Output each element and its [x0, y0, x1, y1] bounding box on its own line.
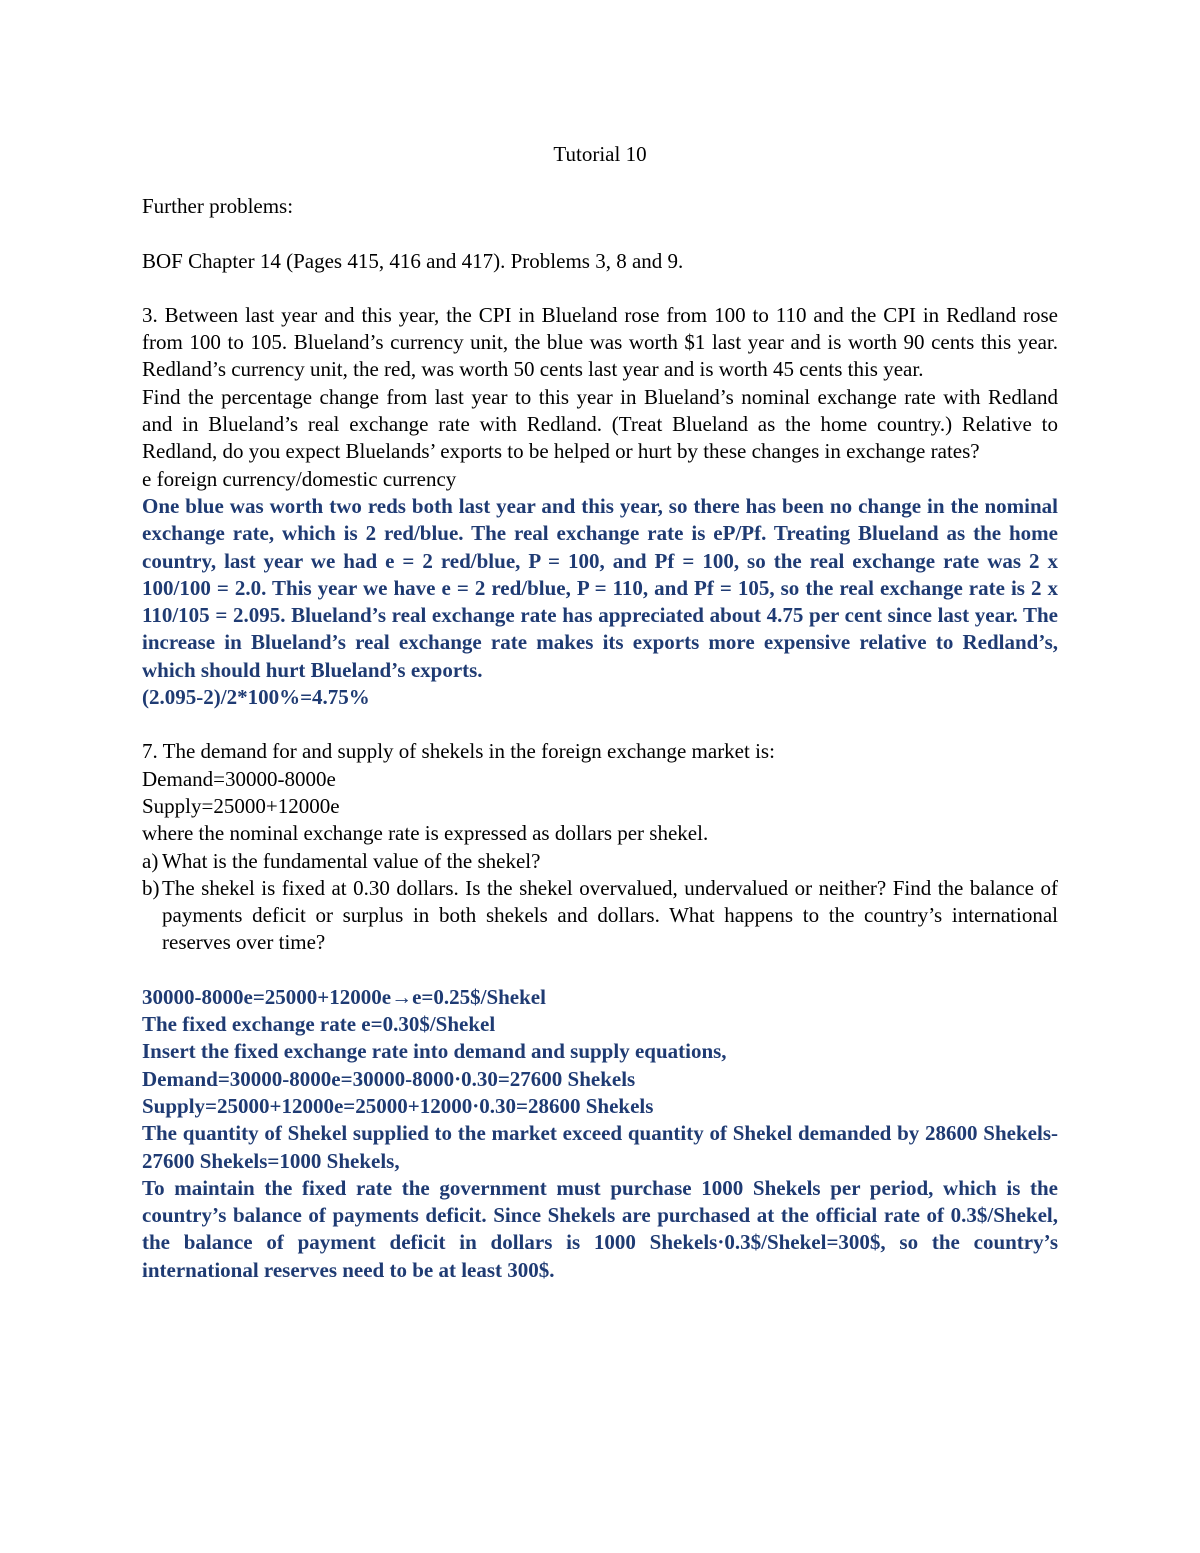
spacer [142, 221, 1058, 248]
problem-3-question: 3. Between last year and this year, the CPI in Blueland rose from 100 to 110 and the CPI in Redland rose from 100 to 105. Blueland’s currency unit, the blue was worth $1 last year and is worth 90 cents this year. Redland’s currency unit, the red, was worth 50 cents last year and is worth 45 cents this year. [142, 302, 1058, 382]
answer-line: 30000-8000e=25000+12000e→e=0.25$/Shekel [142, 984, 546, 1009]
supply-equation: Supply=25000+12000e [142, 793, 340, 818]
chapter-reference: BOF Chapter 14 (Pages 415, 416 and 417). Problems 3, 8 and 9. [142, 248, 684, 273]
problem-3-answer: One blue was worth two reds both last year and this year, so there has been no change in the nominal exchange rate, which is 2 red/blue. The real exchange rate is eP/Pf. Treating Blueland as the home country, last year we had e = 2 red/blue, P = 100, and Pf = 100, so the real exchange rate was 2 x 100/100 = 2.0. This year we have e = 2 red/blue, P = 110, and Pf = 105, so the real exchange rate is 2 x 110/105 = 2.095. Blueland’s real exchange rate has appreciated about 4.75 per cent since last year. The increase in Blueland’s real exchange rate makes its exports more expensive relative to Redland’s, which should hurt Blueland’s exports. [142, 493, 1058, 682]
intro-text: Further problems: [142, 194, 294, 219]
problem-7-question: 7. The demand for and supply of shekels in the foreign exchange market is: [142, 739, 775, 764]
answer-line: The fixed exchange rate e=0.30$/Shekel [142, 1012, 496, 1037]
answer-line: Supply=25000+12000e=25000+12000·0.30=28600 Shekels [142, 1093, 654, 1118]
part-b-marker: b) [142, 875, 160, 900]
part-a [142, 848, 1058, 875]
page-title: Tutorial 10 [553, 142, 647, 166]
problem-3 [142, 302, 1058, 711]
problem-7-parts [142, 848, 1058, 957]
part-a-marker: a) [142, 848, 159, 873]
problem-3-note: e foreign currency/domestic currency [142, 466, 457, 491]
spacer [142, 957, 1058, 984]
answer-conclusion: To maintain the fixed rate the government must purchase 1000 Shekels per period, which is the country’s balance of payments deficit. Since Shekels are purchased at the official rate of 0.3$/Shekel, the balance of payment deficit in dollars is 1000 Shekels·0.3$/Shekel=300$, so the country’s international reserves need to be at least 300$. [142, 1175, 1058, 1282]
part-b-text: The shekel is fixed at 0.30 dollars. Is the shekel overvalued, undervalued or neither? Find the balance of payments deficit or surplus in both shekels and dollars. What happens to the country’s international reserves over time? [162, 875, 1058, 955]
part-b [142, 875, 1058, 957]
answer-excess: The quantity of Shekel supplied to the market exceed quantity of Shekel demanded by 28600 Shekels-27600 Shekels=1000 Shekels, [142, 1121, 1058, 1173]
part-a-text: What is the fundamental value of the shekel? [162, 848, 541, 873]
problem-3-task: Find the percentage change from last year to this year in Blueland’s nominal exchange rate with Redland and in Blueland’s real exchange rate with Redland. (Treat Blueland as the home country.) Relative to Redland, do you expect Bluelands’ exports to be helped or hurt by these changes in exchange rates? [142, 384, 1058, 464]
demand-equation: Demand=30000-8000e [142, 766, 336, 791]
answer-line: Demand=30000-8000e=30000-8000·0.30=27600 Shekels [142, 1066, 636, 1091]
problem-7 [142, 738, 1058, 1284]
exchange-rate-note: where the nominal exchange rate is expressed as dollars per shekel. [142, 821, 709, 846]
spacer [142, 275, 1058, 302]
answer-line: Insert the fixed exchange rate into demand and supply equations, [142, 1039, 727, 1064]
problem-3-calculation: (2.095-2)/2*100%=4.75% [142, 685, 370, 710]
document-body [142, 141, 1058, 1284]
problem-7-answer [142, 984, 1058, 1284]
spacer [142, 711, 1058, 738]
